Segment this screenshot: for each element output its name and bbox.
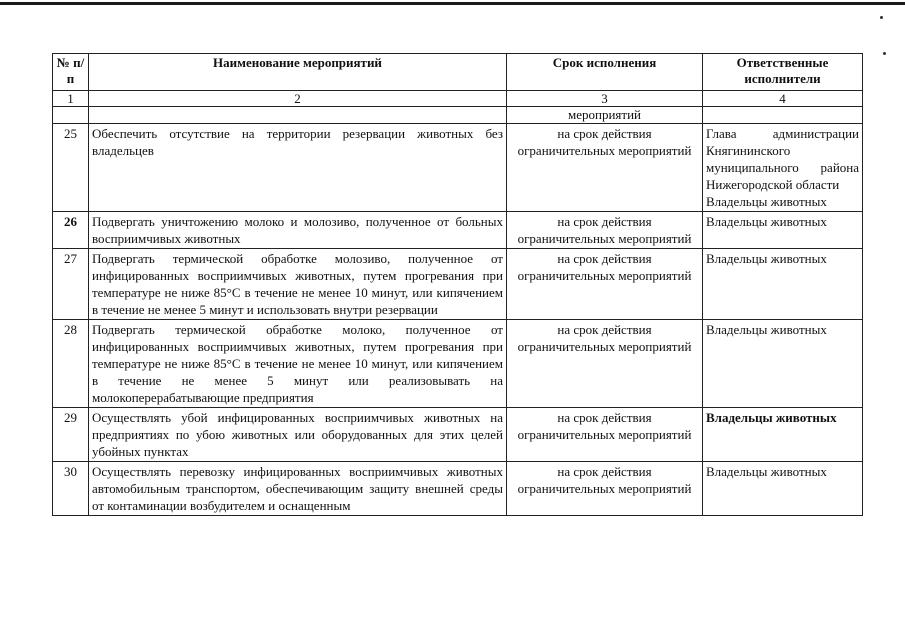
row-term: на срок действия ограничительных мероприятий	[507, 320, 703, 408]
row-number: 25	[53, 124, 89, 212]
row-responsible: Владельцы животных	[703, 249, 863, 320]
row-measure: Подвергать термической обработке молоко, полученное от инфицированных восприимчивых животных, путем прогревания при температуре не ниже 85°С в течение не менее 10 минут, или кипячением в течение не менее 5 минут или реализовывать на молокоперерабатывающие предприятия	[89, 320, 507, 408]
header-num: № п/п	[53, 54, 89, 91]
row-responsible	[703, 124, 863, 212]
row-number: 28	[53, 320, 89, 408]
row-number: 30	[53, 462, 89, 516]
table-row	[53, 408, 863, 462]
row-measure: Осуществлять убой инфицированных восприимчивых животных на предприятиях по убою животных или оборудованных для этих целей убойных пунктах	[89, 408, 507, 462]
row-measure: Осуществлять перевозку инфицированных восприимчивых животных автомобильным транспортом, обеспечивающим защиту внешней среды от контаминации возбудителем и оснащенным	[89, 462, 507, 516]
header-row	[53, 54, 863, 91]
row-term: на срок действия ограничительных мероприятий	[507, 249, 703, 320]
resp-line: Княгининского	[706, 143, 791, 158]
row-term: на срок действия ограничительных мероприятий	[507, 408, 703, 462]
row-responsible: Владельцы животных	[703, 212, 863, 249]
resp-line: муниципального района	[706, 160, 859, 175]
scan-speck	[883, 52, 886, 55]
row-term: на срок действия ограничительных мероприятий	[507, 212, 703, 249]
top-rule	[0, 2, 905, 5]
row-responsible: Владельцы животных	[703, 462, 863, 516]
header-resp: Ответственные исполнители	[703, 54, 863, 91]
table-row	[53, 249, 863, 320]
table-row	[53, 462, 863, 516]
table-row	[53, 212, 863, 249]
index-cell: 1	[53, 91, 89, 107]
row-measure: Подвергать уничтожению молоко и молозиво, полученное от больных восприимчивых животных	[89, 212, 507, 249]
table-row	[53, 124, 863, 212]
resp-line: Нижегородской области	[706, 177, 840, 192]
row-responsible: Владельцы животных	[703, 320, 863, 408]
row-number: 29	[53, 408, 89, 462]
header-name: Наименование мероприятий	[89, 54, 507, 91]
row-number: 27	[53, 249, 89, 320]
scan-speck	[880, 16, 883, 19]
header-term: Срок исполнения	[507, 54, 703, 91]
row-measure: Подвергать термической обработке молозиво, полученное от инфицированных восприимчивых животных, путем прогревания при температуре не ниже 85°С в течение не менее 10 минут, или кипячением в течение не менее 5 минут и использовать внутри резервации	[89, 249, 507, 320]
measures-table	[52, 53, 863, 516]
continuation-term: мероприятий	[507, 107, 703, 124]
row-responsible: Владельцы животных	[703, 408, 863, 462]
row-term: на срок действия ограничительных мероприятий	[507, 124, 703, 212]
index-cell: 4	[703, 91, 863, 107]
continuation-row	[53, 107, 863, 124]
row-term: на срок действия ограничительных мероприятий	[507, 462, 703, 516]
table-row	[53, 320, 863, 408]
index-row	[53, 91, 863, 107]
row-measure: Обеспечить отсутствие на территории резервации животных без владельцев	[89, 124, 507, 212]
index-cell: 3	[507, 91, 703, 107]
resp-line: Владельцы животных	[706, 194, 827, 209]
resp-line: Глава администрации	[706, 126, 859, 141]
row-number: 26	[53, 212, 89, 249]
index-cell: 2	[89, 91, 507, 107]
